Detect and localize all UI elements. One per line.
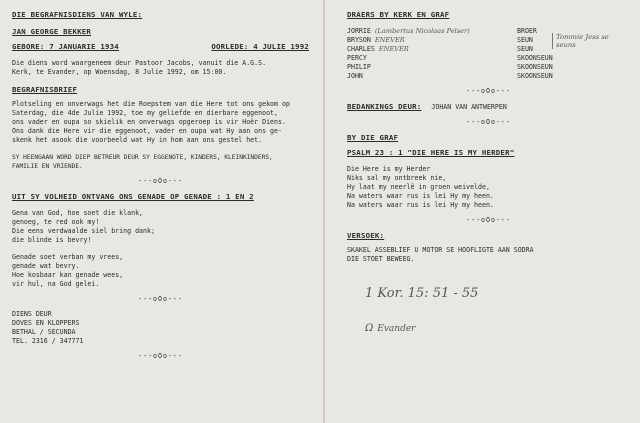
handwritten-place	[365, 324, 630, 334]
undertaker-block	[12, 310, 309, 346]
psalm-text	[347, 165, 630, 210]
separator: ---oOo---	[138, 295, 183, 303]
omega-icon: Ω	[365, 323, 374, 334]
bearer-relation: SEUN	[517, 45, 533, 53]
mourning-notice	[12, 153, 309, 171]
letter-body	[12, 100, 309, 145]
death-date: OORLEDE: 4 JULIE 1992	[211, 42, 309, 51]
thanks-label: BEDANKINGS DEUR:	[347, 102, 422, 111]
birth-date: GEBORE: 7 JANUARIE 1934	[12, 42, 119, 51]
verse-line: die blinde is bevry!	[12, 236, 92, 244]
hymn-title: UIT SY VOLHEID ONTVANG ONS GENADE OP GENADE : 1 EN 2	[12, 192, 254, 201]
verse-line: Genade soet verban my vrees,	[12, 253, 124, 261]
letter-line: ons vader en oupa so skielik en onverwags opgeroep is vir Hoër Diens.	[12, 118, 286, 126]
handwritten-margin-note: Tommie Jess se seuns	[552, 33, 626, 49]
request-text	[347, 246, 630, 264]
undertaker-line: BETHAL / SECUNDA	[12, 328, 76, 336]
thanks-row	[347, 102, 630, 112]
psalm-title: PSALM 23 : 1 "DIE HERE IS MY HERDER"	[347, 148, 515, 157]
bearer-row	[347, 54, 630, 63]
separator: ---oOo---	[466, 87, 511, 95]
mourning-line: SY HEENGAAN WORD DIEP BETREUR DEUR SY EGGENOTE, KINDERS, KLEINKINDERS,	[12, 154, 273, 161]
bearer-relation: SKOONSEUN	[517, 72, 553, 80]
thanks-name: JOHAN VAN ANTWERPEN	[431, 103, 507, 111]
verse-line: genoeg, te red ook my!	[12, 218, 100, 226]
right-page	[325, 0, 640, 423]
separator: ---oOo---	[138, 352, 183, 360]
handwritten-scripture-ref: 1 Kor. 15: 51 - 55	[365, 286, 479, 301]
separator: ---oOo---	[138, 177, 183, 185]
verse-line: Hoe kosbaar kan genade wees,	[12, 271, 124, 279]
undertaker-line: DIENS DEUR	[12, 310, 52, 318]
letter-line: skenk het asook die voorbeeld wat Hy in hom aan ons gestel het.	[12, 136, 263, 144]
psalm-line: Na waters waar rus is lei Hy my heen.	[347, 192, 494, 200]
bearer-relation: SKOONSEUN	[517, 63, 553, 71]
verse-line: Gena van God, hoe soet die klank,	[12, 209, 144, 217]
undertaker-line: DOVES EN KLOPPERS	[12, 319, 80, 327]
bearer-name: JOHN	[347, 72, 363, 80]
bearer-name: JORRIE	[347, 27, 371, 35]
service-details	[12, 59, 309, 77]
undertaker-line: TEL. 2316 / 347771	[12, 337, 84, 345]
letter-line: Saterdag, die 4de Julie 1992, toe my geliefde en dierbare eggenoot,	[12, 109, 278, 117]
psalm-line: Hy laat my neerlê in groen weivelde,	[347, 183, 490, 191]
verse-line: vir hul, na God gelei.	[12, 280, 100, 288]
request-title: VERSOEK:	[347, 231, 385, 240]
psalm-line: Na waters waar rus is lei Hy my heen.	[347, 201, 494, 209]
bearer-note: ENEVER	[378, 45, 409, 53]
service-title: DIE BEGRAFNISDIENS VAN WYLE:	[12, 10, 143, 19]
verse-line: genade wat bevry.	[12, 262, 80, 270]
handwritten-place-text: Evander	[377, 324, 416, 334]
mourning-line: FAMILIE EN VRIENDE.	[12, 163, 83, 170]
dates-row	[12, 42, 309, 51]
hymn-verse-2	[12, 253, 309, 289]
bearer-name: PHILIP	[347, 63, 371, 71]
bearer-relation: BROER	[517, 27, 537, 35]
verse-line: Die eens verdwaalde siel bring dank;	[12, 227, 155, 235]
bearer-name: PERCY	[347, 54, 367, 62]
bearers-list	[347, 27, 630, 81]
service-line: Die diens word waargeneem deur Pastoor Jacobs, vanuit die A.G.S.	[12, 59, 267, 67]
hymn-verse-1	[12, 209, 309, 245]
service-line: Kerk, te Evander, op Woensdag, 8 Julie 1992, om 15:00.	[12, 68, 227, 76]
psalm-line: Niks sal my ontbreek nie,	[347, 174, 447, 182]
bearers-title: DRAERS BY KERK EN GRAF	[347, 10, 450, 19]
bearer-relation: SEUN	[517, 36, 533, 44]
separator: ---oOo---	[466, 216, 511, 224]
bearer-name: CHARLES	[347, 45, 375, 53]
letter-line: Plotseling en onverwags het die Roepstem van die Here tot ons gekom op	[12, 100, 290, 108]
bearer-relation: SKOONSEUN	[517, 54, 553, 62]
request-line: SKAKEL ASSEBLIEF U MOTOR SE HOOFLIGTE AAN SODRA	[347, 246, 534, 254]
psalm-line: Die Here is my Herder	[347, 165, 431, 173]
bearer-note: (Lambertus Nicolaas Pelser)	[374, 27, 470, 35]
bearer-row	[347, 63, 630, 72]
letter-title: BEGRAFNISBRIEF	[12, 85, 78, 94]
deceased-name: JAN GEORGE BEKKER	[12, 27, 92, 36]
letter-line: Ons dank die Here vir die eggenoot, vader en oupa wat Hy aan ons ge-	[12, 127, 282, 135]
separator: ---oOo---	[466, 118, 511, 126]
bearer-note: ENEVER	[374, 36, 405, 44]
grave-title: BY DIE GRAF	[347, 133, 399, 142]
bearer-row	[347, 72, 630, 81]
request-line: DIE STOET BEWEEG.	[347, 255, 415, 263]
bearer-name: BRYSON	[347, 36, 371, 44]
